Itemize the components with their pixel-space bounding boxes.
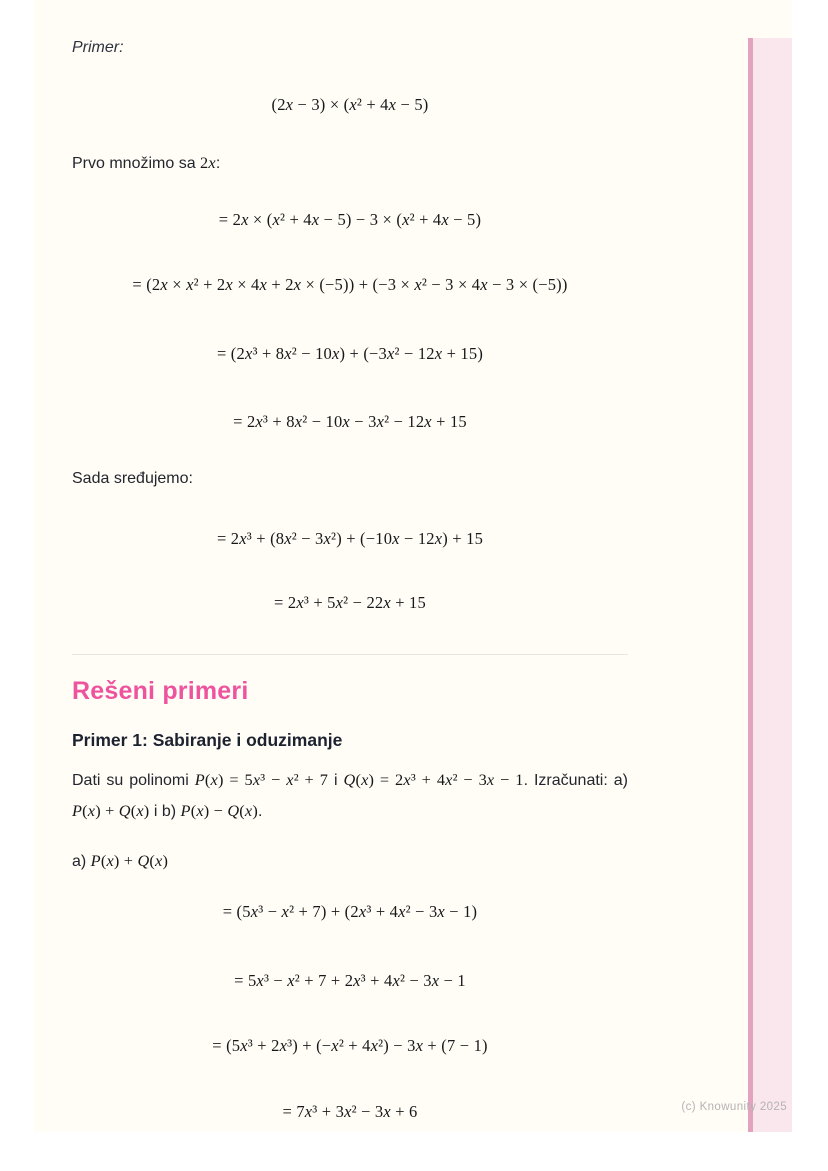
simplify-label: Sada sređujemo: bbox=[72, 470, 193, 487]
multiply-intro-colon: : bbox=[215, 155, 221, 172]
content-column bbox=[72, 0, 628, 1123]
problem-text: . Izračunati: a) bbox=[523, 772, 628, 789]
problem-statement bbox=[72, 765, 628, 827]
document-page bbox=[34, 0, 792, 1132]
polynomial-p-definition: P(x) = 5x³ − x² + 7 bbox=[194, 770, 329, 789]
solution-step: = 7x³ + 3x² − 3x + 6 bbox=[282, 1102, 418, 1121]
task-a-expression: P(x) + Q(x) bbox=[72, 801, 150, 820]
solved-examples-heading: Rešeni primeri bbox=[72, 677, 249, 705]
task-b-expression: P(x) − Q(x) bbox=[180, 801, 258, 820]
multiply-intro-line bbox=[72, 153, 628, 174]
solution-step: = (5x³ + 2x³) + (−x² + 4x²) − 3x + (7 − 1) bbox=[212, 1036, 488, 1055]
expansion-step: = (2x × x² + 2x × 4x + 2x × (−5)) + (−3 × x² − 3 × 4x − 3 × (−5)) bbox=[132, 275, 568, 294]
problem-text: i bbox=[328, 772, 344, 789]
copyright-watermark: (c) Knowunity 2025 bbox=[681, 1101, 787, 1113]
simplify-step: = 2x³ + 5x² − 22x + 15 bbox=[274, 593, 426, 612]
example-1-heading: Primer 1: Sabiranje i oduzimanje bbox=[72, 730, 343, 750]
simplify-step: = 2x³ + (8x² − 3x²) + (−10x − 12x) + 15 bbox=[216, 529, 484, 548]
polynomial-q-definition: Q(x) = 2x³ + 4x² − 3x − 1 bbox=[343, 770, 524, 789]
expansion-step: = (2x³ + 8x² − 10x) + (−3x² − 12x + 15) bbox=[216, 344, 484, 363]
problem-text: i b) bbox=[149, 803, 181, 820]
multiply-intro-text: Prvo množimo sa bbox=[72, 155, 201, 172]
problem-text: Dati su polinomi bbox=[72, 772, 195, 789]
part-a-line bbox=[72, 851, 628, 872]
part-a-expression: P(x) + Q(x) bbox=[90, 851, 169, 870]
page-edge-stripe-line bbox=[748, 38, 753, 1132]
expansion-step: = 2x × (x² + 4x − 5) − 3 × (x² + 4x − 5) bbox=[218, 210, 482, 229]
multiply-intro-math: 2x bbox=[200, 153, 216, 172]
expansion-step: = 2x³ + 8x² − 10x − 3x² − 12x + 15 bbox=[233, 412, 467, 431]
example-label: Primer: bbox=[72, 39, 124, 56]
solution-step: = 5x³ − x² + 7 + 2x³ + 4x² − 3x − 1 bbox=[234, 971, 466, 990]
page-edge-stripe bbox=[753, 38, 792, 1132]
part-a-label: a) bbox=[72, 853, 91, 870]
section-divider bbox=[72, 654, 628, 655]
initial-formula: (2x − 3) × (x² + 4x − 5) bbox=[271, 95, 429, 114]
solution-step: = (5x³ − x² + 7) + (2x³ + 4x² − 3x − 1) bbox=[222, 902, 478, 921]
problem-text: . bbox=[257, 803, 263, 820]
